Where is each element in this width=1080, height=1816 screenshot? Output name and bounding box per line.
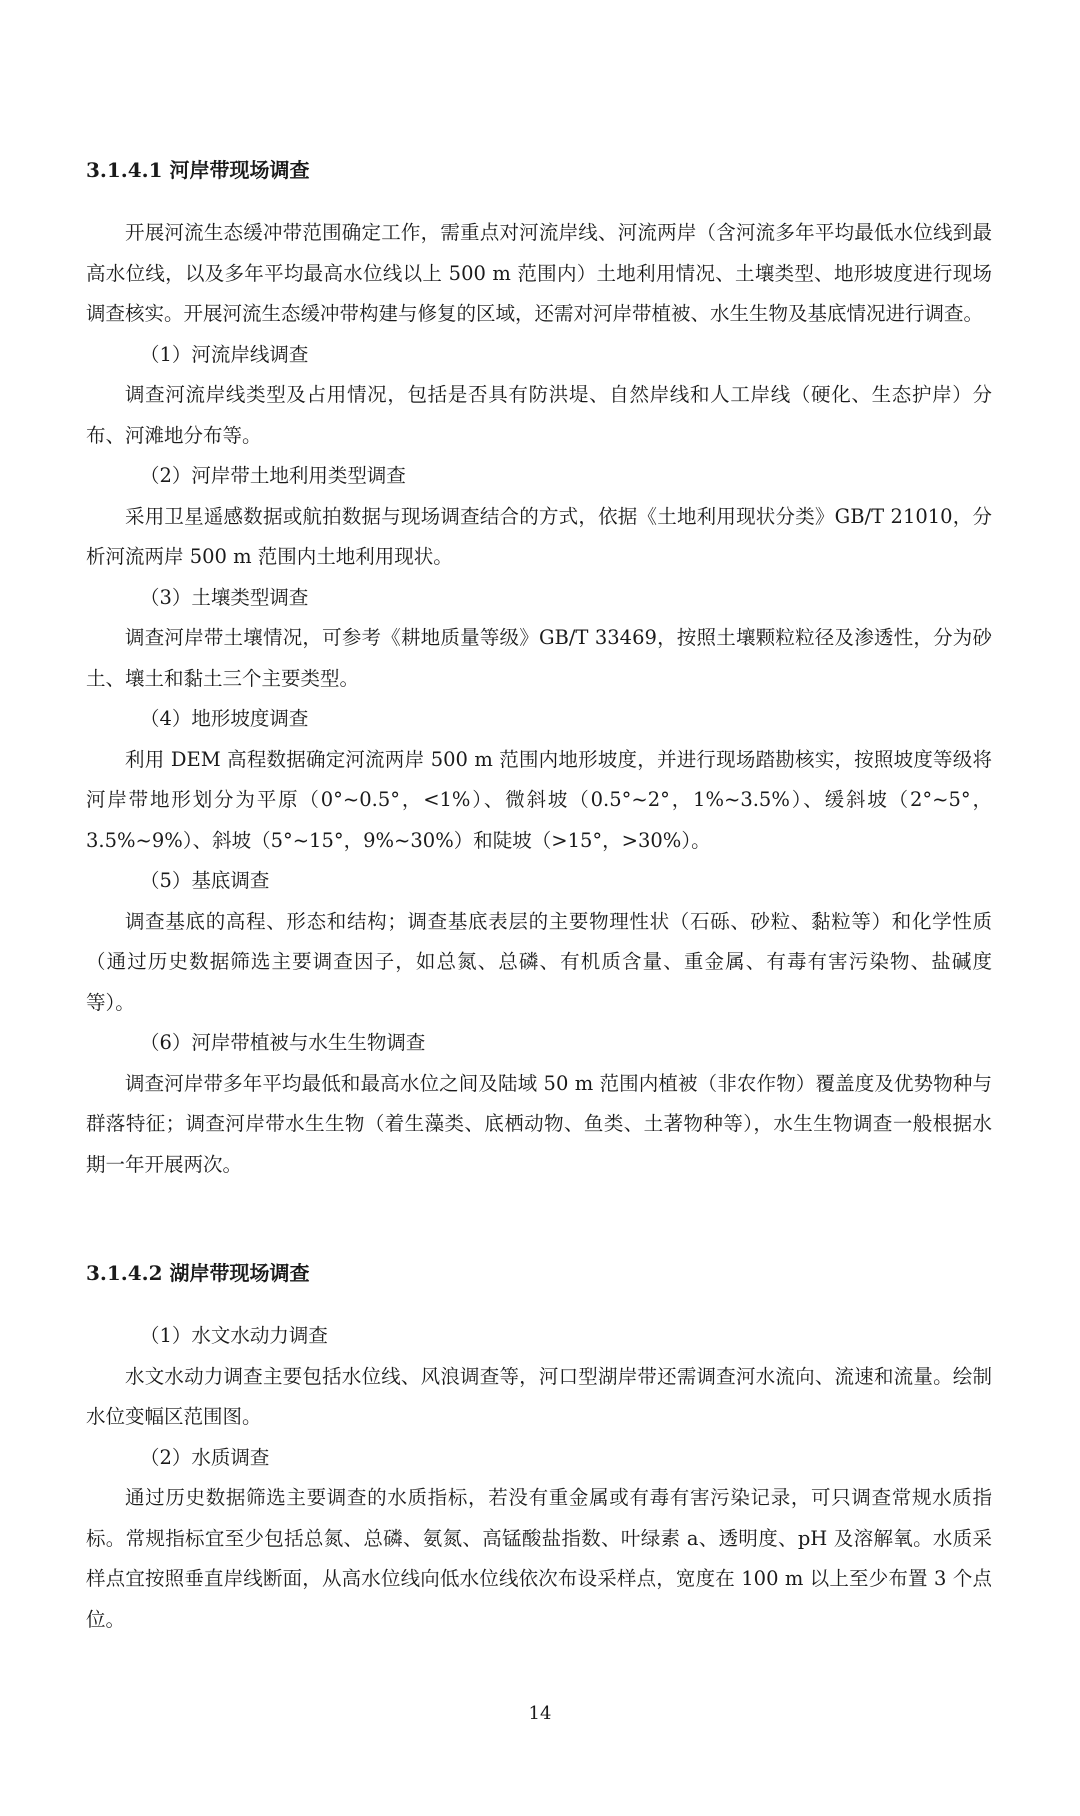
item-text-hydrology: 水文水动力调查主要包括水位线、风浪调查等，河口型湖岸带还需调查河水流向、流速和流量。绘制水位变幅区范围图。 [86,1364,992,1428]
item-title-substrate: （5）基底调查 [140,869,270,892]
item-title-land-use: （2）河岸带土地利用类型调查 [140,464,406,487]
item-text-vegetation-biota: 调查河岸带多年平均最低和最高水位之间及陆域 50 m 范围内植被（非农作物）覆盖度及优势物种与群落特征；调查河岸带水生生物（着生藻类、底栖动物、鱼类、土著物种等），水生生物调查一般根据水期一年开展两次。 [86,1071,992,1176]
section-body-river-bank [86,213,992,1185]
intro-paragraph: 开展河流生态缓冲带范围确定工作，需重点对河流岸线、河流两岸（含河流多年平均最低水位线到最高水位线，以及多年平均最高水位线以上 500 m 范围内）土地利用情况、土壤类型、地形坡度进行现场调查核实。开展河流生态缓冲带构建与修复的区域，还需对河岸带植被、水生生物及基底情况进行调查。 [86,221,992,325]
section-heading-lake-shore: 3.1.4.2 湖岸带现场调查 [86,1261,310,1285]
item-title-terrain-slope: （4）地形坡度调查 [140,707,309,730]
item-text-land-use: 采用卫星遥感数据或航拍数据与现场调查结合的方式，依据《土地利用现状分类》GB/T 21010，分析河流两岸 500 m 范围内土地利用现状。 [86,504,992,568]
item-title-vegetation-biota: （6）河岸带植被与水生生物调查 [140,1031,426,1054]
item-title-hydrology: （1）水文水动力调查 [140,1324,328,1347]
item-text-soil-type: 调查河岸带土壤情况，可参考《耕地质量等级》GB/T 33469，按照土壤颗粒粒径及渗透性，分为砂土、壤土和黏土三个主要类型。 [86,626,992,690]
item-title-soil-type: （3）土壤类型调查 [140,585,309,609]
item-text-water-quality: 通过历史数据筛选主要调查的水质指标，若没有重金属或有毒有害污染记录，可只调查常规水质指标。常规指标宜至少包括总氮、总磷、氨氮、高锰酸盐指数、叶绿素 a、透明度、pH 及溶解氧。水质采样点宜按照垂直岸线断面，从高水位线向低水位线依次布设采样点，宽度在 100 m 以上至少布置 3 个点位。 [86,1486,992,1631]
page-number: 14 [528,1703,552,1724]
section-heading-river-bank: 3.1.4.1 河岸带现场调查 [86,158,310,182]
item-title-water-quality: （2）水质调查 [140,1445,270,1469]
section-body-lake-shore [86,1316,992,1640]
item-title-river-shoreline: （1）河流岸线调查 [140,342,309,366]
item-text-river-shoreline: 调查河流岸线类型及占用情况，包括是否具有防洪堤、自然岸线和人工岸线（硬化、生态护岸）分布、河滩地分布等。 [86,383,992,447]
item-text-terrain-slope: 利用 DEM 高程数据确定河流两岸 500 m 范围内地形坡度，并进行现场踏勘核实，按照坡度等级将河岸带地形划分为平原（0°~0.5°，<1%）、微斜坡（0.5°~2°，1%~3.5%）、缓斜坡（2°~5°，3.5%~9%）、斜坡（5°~15°，9%~30%）和陡坡（>15°，>30%）。 [86,747,992,852]
item-text-substrate: 调查基底的高程、形态和结构；调查基底表层的主要物理性状（石砾、砂粒、黏粒等）和化学性质（通过历史数据筛选主要调查因子，如总氮、总磷、有机质含量、重金属、有毒有害污染物、盐碱度等）。 [86,909,992,1014]
